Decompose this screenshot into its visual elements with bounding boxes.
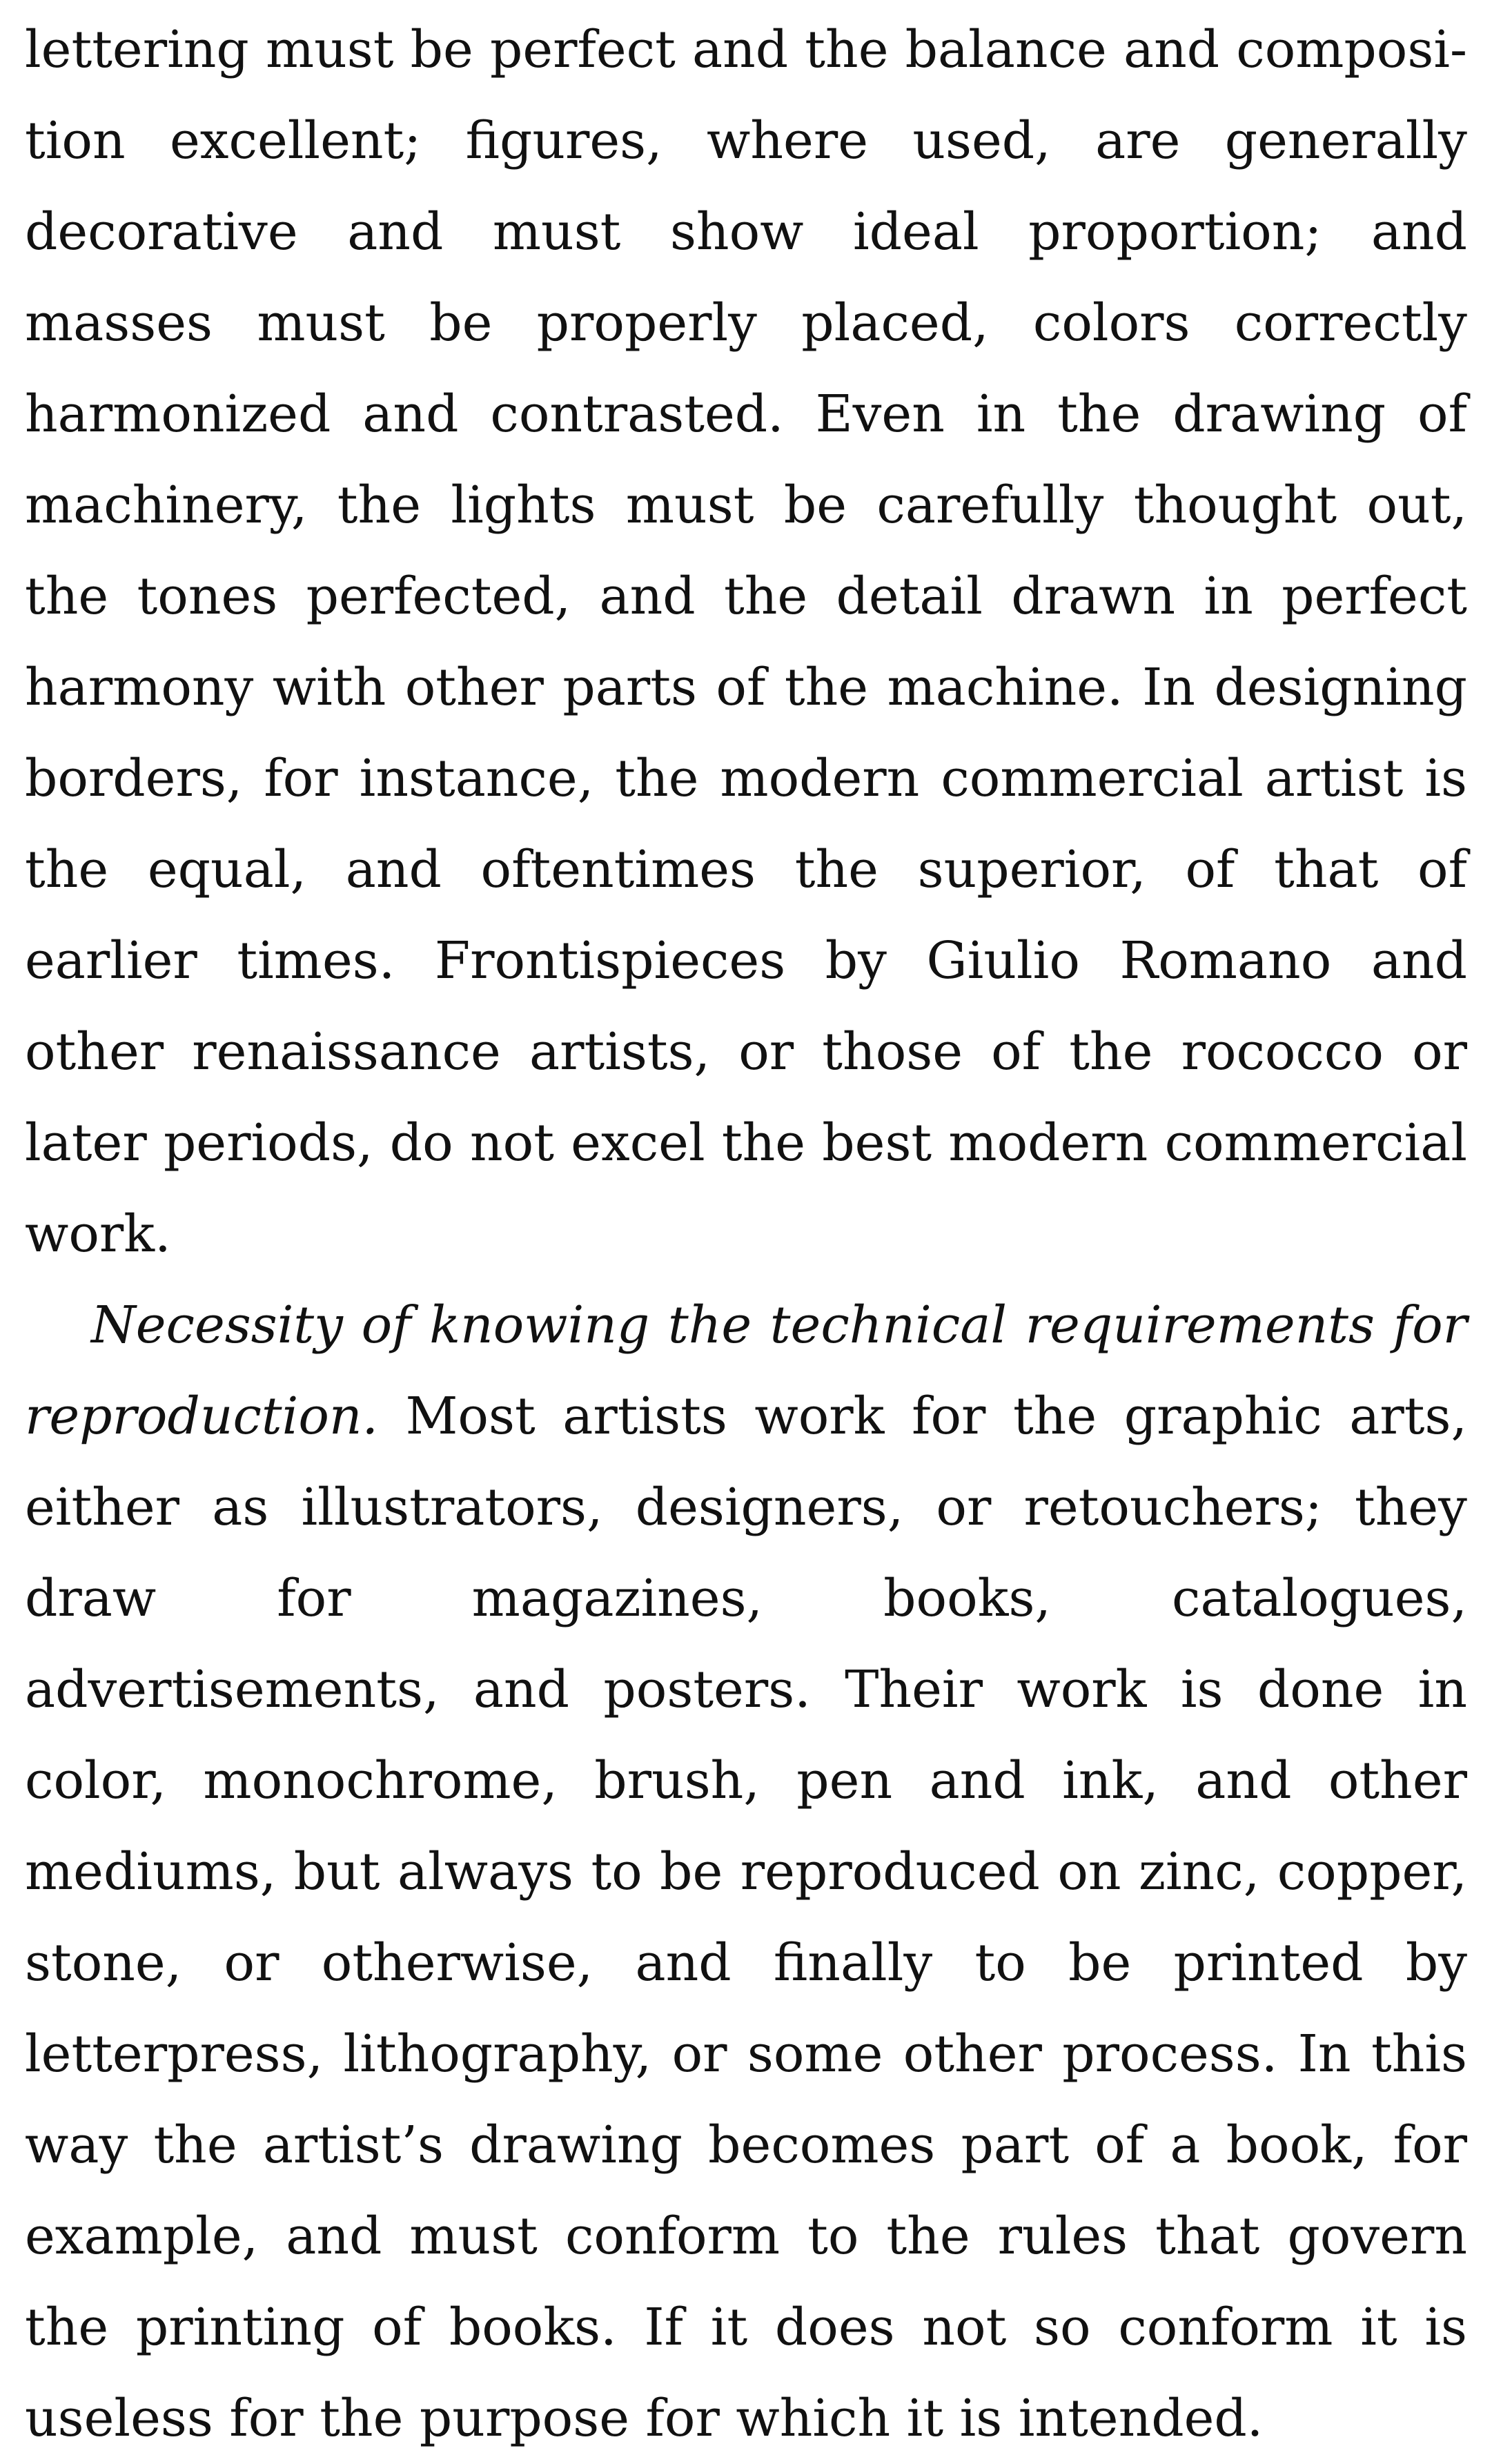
body-paragraph-1 xyxy=(25,4,1467,1280)
paragraph-2-text: Most artists work for the graphic arts, either as illustrators, designers, or retouchers; they draw for magazines, books, catalogues, advertisements, and posters. Their work is done in color, monochrome, brush, pen and ink, and other mediums, but always to be reproduced on zinc, copper, stone, or otherwise, and finally to be printed by letterpress, lithography, or some other process. In this way the artist’s drawing becomes part of a book, for example, and must conform to the rules that govern the printing of books. If it does not so conform it is useless for the purpose for which it is intended. xyxy=(25,1387,1467,2448)
body-paragraph-2 xyxy=(25,1280,1467,2464)
paragraph-2-heading: Necessity of knowing the technical requirements for reproduction. xyxy=(25,1295,1467,1446)
document-page xyxy=(25,4,1467,2464)
paragraph-1-text: lettering must be perfect and the balance and composition excellent; figures, where used, are generally decorative and must show ideal proportion; and masses must be properly placed, colors correctly harmonized and contrasted. Even in the drawing of machinery, the lights must be carefully thought out, the tones perfected, and the detail drawn in perfect harmony with other parts of the machine. In designing borders, for instance, the modern commercial artist is the equal, and oftentimes the superior, of that of earlier times. Frontispieces by Giulio Romano and other renaissance artists, or those of the rococco or later periods, do not excel the best modern commercial work. xyxy=(25,20,1467,1264)
